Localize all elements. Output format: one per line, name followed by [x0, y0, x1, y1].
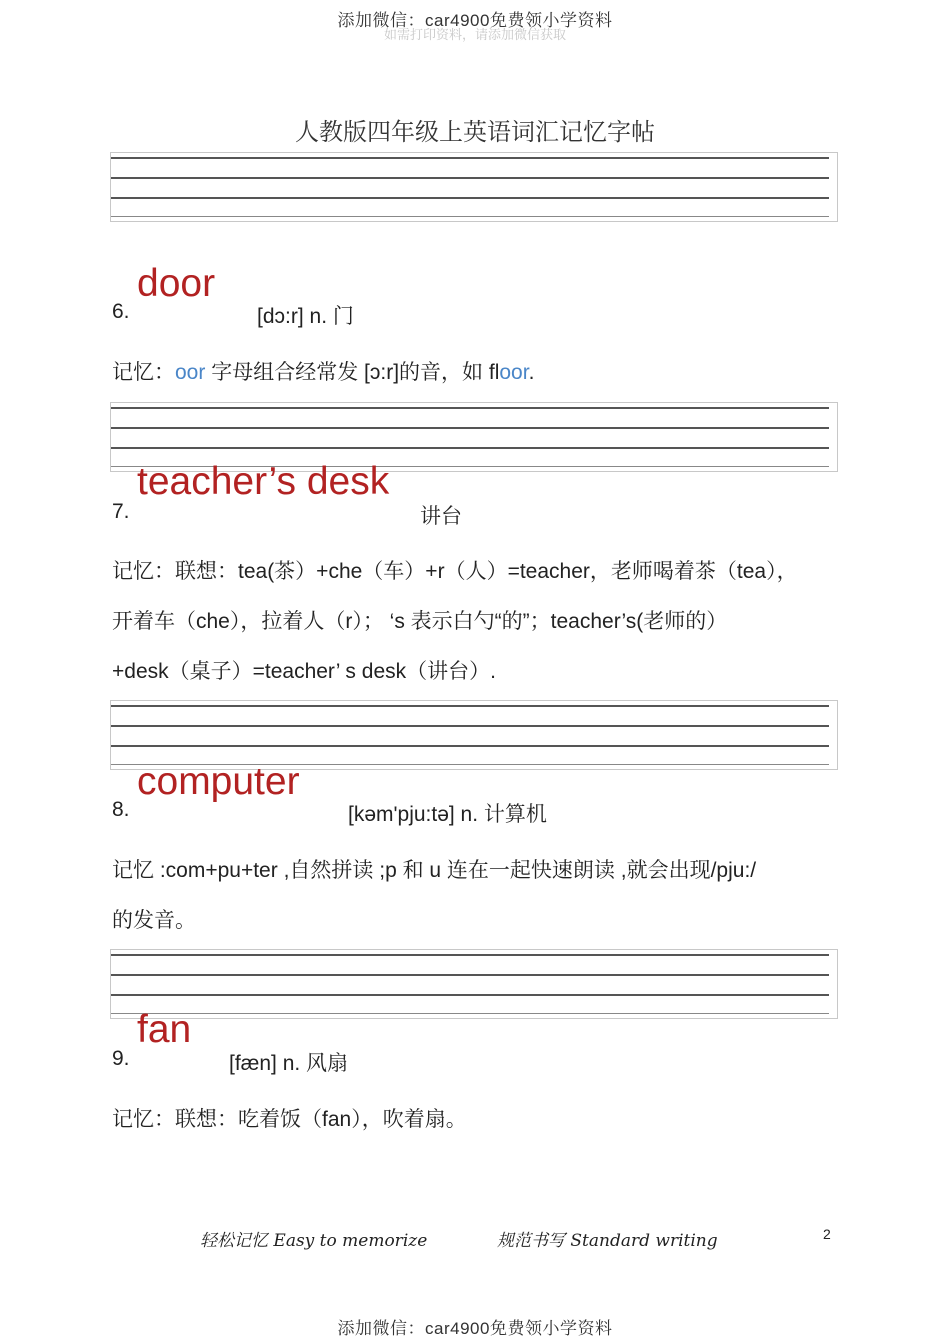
vocab-word: teacher’s desk [137, 460, 390, 503]
memo-highlight: oor [175, 361, 206, 384]
memo-text: 字母组合经常发 [ɔ:r]的音，如 fl [205, 361, 500, 384]
memo-line [112, 356, 534, 386]
meaning: 讲台 [420, 505, 462, 528]
watermark-bottom: 添加微信：car4900免费领小学资料 [337, 1319, 613, 1338]
vocab-word: door [137, 262, 216, 305]
page-title: 人教版四年级上英语词汇记忆字帖 [295, 119, 655, 146]
phonetic-meaning: [fæn] n. 风扇 [229, 1052, 349, 1075]
memo-line: 记忆 :com+pu+ter ,自然拼读 ;p 和 u 连在一起快速朗读 ,就会出现/pju:/ [112, 859, 757, 882]
memo-line: +desk（桌子）=teacher’ s desk（讲台）. [112, 660, 496, 683]
entry-number: 7. [112, 500, 130, 523]
memo-line: 的发音。 [112, 909, 196, 932]
entry-number: 6. [112, 300, 130, 323]
memo-highlight: oor [499, 361, 529, 384]
watermark-top: 添加微信：car4900免费领小学资料 [337, 11, 613, 30]
memo-line: 记忆：联想：tea(茶）+che（车）+r（人）=teacher，老师喝着茶（tea）， [112, 560, 798, 583]
memo-suffix: . [528, 361, 535, 384]
entry-number: 8. [112, 798, 130, 821]
handwriting-lines [110, 949, 838, 1019]
memo-line: 开着车（che），拉着人（r）； ‘s 表示白勺“的”；teacher’s(老师的） [112, 610, 728, 633]
page-number: 2 [823, 1226, 831, 1242]
vocab-word: fan [137, 1008, 192, 1051]
phonetic-meaning: [kəm'pju:tə] n. 计算机 [348, 803, 547, 826]
footer-left: 轻松记忆 Easy to memorize [200, 1231, 428, 1251]
phonetic-meaning: [dɔ:r] n. 门 [257, 305, 354, 328]
entry-number: 9. [112, 1047, 130, 1070]
vocab-word: computer [137, 760, 300, 803]
memo-line: 记忆：联想：吃着饭（fan），吹着扇。 [112, 1108, 467, 1131]
watermark-faint: 如需打印资料，请添加微信获取 [383, 27, 566, 42]
handwriting-lines [110, 152, 838, 222]
memo-prefix: 记忆： [112, 361, 175, 384]
footer-right: 规范书写 Standard writing [497, 1231, 718, 1251]
